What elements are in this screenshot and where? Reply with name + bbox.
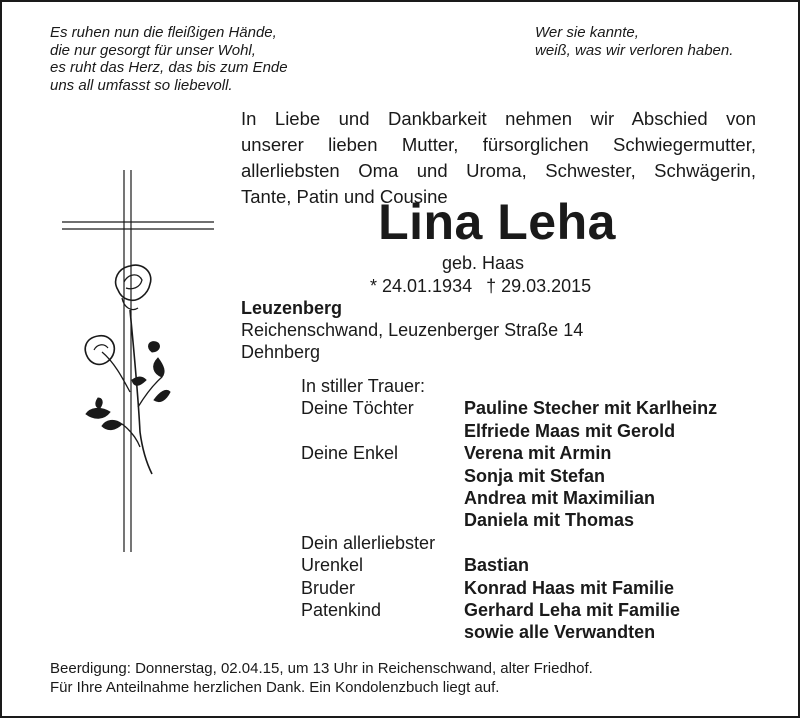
mourner-group — [301, 442, 717, 532]
mourner-names — [464, 554, 529, 576]
poem-left-line: Es ruhen nun die fleißigen Hände, — [50, 24, 277, 41]
mourner-group — [301, 577, 717, 599]
mourner-name: Verena mit Armin — [464, 443, 612, 464]
death-date: † 29.03.2015 — [486, 276, 592, 296]
mourner-names — [464, 397, 717, 442]
intro-line: Tante, Patin und Cousine — [241, 186, 448, 207]
poem-left — [50, 24, 288, 94]
mourner-name: Bastian — [464, 555, 530, 576]
mourner-name: Gerhard Leha mit Familie — [464, 600, 681, 621]
mourner-name: Pauline Stecher mit Karlheinz — [464, 398, 718, 419]
mourner-names — [464, 599, 680, 644]
mourner-relation: Dein allerliebster — [301, 532, 436, 553]
deceased-name: Lina Leha — [378, 194, 616, 250]
mourner-relation: Patenkind — [301, 600, 382, 621]
mourner-group — [301, 397, 717, 442]
mourner-group — [301, 554, 717, 576]
mourner-group — [301, 532, 717, 554]
funeral-info — [50, 659, 593, 697]
poem-right-line: Wer sie kannte, — [535, 24, 639, 41]
poem-right — [535, 24, 733, 59]
poem-left-line: uns all umfasst so liebevoll. — [50, 76, 233, 94]
intro-line: allerliebsten Oma und Uroma, Schwester, Schwägerin, — [241, 160, 756, 181]
mourner-name: Elfriede Maas mit Gerold — [464, 420, 676, 441]
mourners-heading: In stiller Trauer: — [301, 376, 426, 396]
address-line: Reichenschwand, Leuzenberger Straße 14 — [241, 320, 584, 340]
poem-left-line: die nur gesorgt für unser Wohl, — [50, 41, 256, 59]
mourner-names — [464, 442, 655, 532]
mourner-name: Andrea mit Maximilian — [464, 488, 656, 509]
town-name: Leuzenberg — [241, 298, 343, 318]
footer-line: Für Ihre Anteilnahme herzlichen Dank. Ein Kondolenzbuch liegt auf. — [50, 679, 500, 696]
mourners-list — [301, 375, 717, 644]
poem-right-line: weiß, was wir verloren haben. — [535, 41, 734, 59]
intro-line: In Liebe und Dankbarkeit nehmen wir Abschied von — [241, 108, 756, 129]
mourner-name: Daniela mit Thomas — [464, 510, 635, 531]
life-dates — [370, 275, 591, 297]
mourner-relation: Deine Töchter — [301, 398, 414, 419]
mourner-relation: Deine Enkel — [301, 443, 399, 464]
places — [241, 297, 583, 363]
mourner-group — [301, 599, 717, 644]
birth-date: * 24.01.1934 — [370, 276, 473, 296]
poem-left-line: es ruht das Herz, das bis zum Ende — [50, 59, 288, 76]
maiden-name: geb. Haas — [442, 253, 525, 273]
footer-line: Beerdigung: Donnerstag, 02.04.15, um 13 Uhr in Reichenschwand, alter Friedhof. — [50, 660, 593, 677]
mourner-name: Konrad Haas mit Familie — [464, 577, 675, 598]
address-line: Dehnberg — [241, 342, 321, 362]
intro-line: unserer lieben Mutter, fürsorglichen Schwiegermutter, — [241, 134, 756, 155]
mourner-names — [464, 577, 674, 599]
mourner-relation: Bruder — [301, 577, 356, 598]
mourner-relation: Urenkel — [301, 555, 364, 576]
cross-with-rose-icon — [42, 162, 222, 562]
mourner-name: Sonja mit Stefan — [464, 465, 606, 486]
mourner-name: sowie alle Verwandten — [464, 622, 656, 643]
